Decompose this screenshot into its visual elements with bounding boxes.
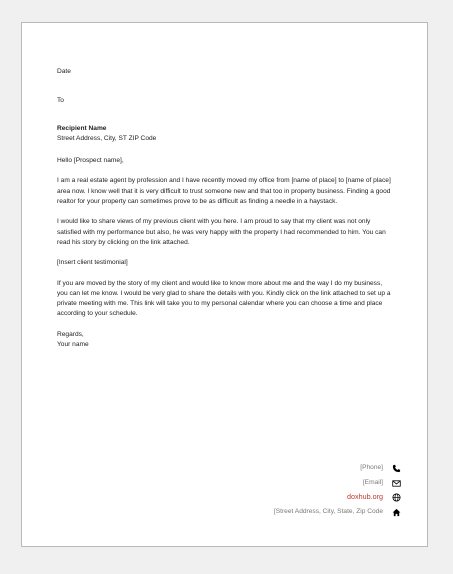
paragraph-meeting: If you are moved by the story of my client and would like to know more about me and the way I do my business, you can let me know. I would be very glad to share the details with you. Kindly click on the link attached to set up a private meeting with me. This link will take you to my personal calendar where you can choose a time and place according to your schedule. xyxy=(57,279,391,318)
paragraph-testimonial: [Insert client testimonial] xyxy=(57,259,128,267)
letter-body xyxy=(57,67,393,350)
salutation: Hello [Prospect name], xyxy=(57,157,124,165)
contact-website[interactable]: doxhub.org xyxy=(347,492,383,501)
recipient-name: Recipient Name xyxy=(57,124,107,132)
paragraph-intro: I am a real estate agent by profession and I have recently moved my office from [name of place] to [name of place] area now. I know well that it is very difficult to trust someone new and that too in property business. Finding a good realtor for your property can sometimes prove to be as difficult as finding a needle in a haystack. xyxy=(57,177,391,206)
contact-phone-row xyxy=(274,461,383,476)
date-line: Date xyxy=(57,68,71,75)
contact-address: [Street Address, City, State, Zip Code xyxy=(273,507,383,515)
contact-email: [Email] xyxy=(362,478,383,486)
globe-icon xyxy=(392,493,401,502)
contact-block xyxy=(274,461,383,519)
contact-phone: [Phone] xyxy=(360,464,383,471)
email-icon xyxy=(392,479,401,488)
phone-icon xyxy=(392,464,401,473)
signature: Your name xyxy=(57,341,89,349)
home-icon xyxy=(392,508,401,517)
to-line: To xyxy=(57,97,64,105)
contact-email-row xyxy=(274,476,383,491)
paragraph-client-views: I would like to share views of my previous client with you here. I am proud to say that my client was not only satisfied with my performance but also, he was very happy with the property I had recommended to him. You can read his story by clicking on the link attached. xyxy=(57,218,386,246)
letter-page xyxy=(21,22,428,547)
contact-address-row xyxy=(274,505,383,520)
closing: Regards, xyxy=(57,330,84,338)
contact-website-row xyxy=(274,490,383,505)
recipient-address: Street Address, City, ST ZIP Code xyxy=(57,134,157,142)
